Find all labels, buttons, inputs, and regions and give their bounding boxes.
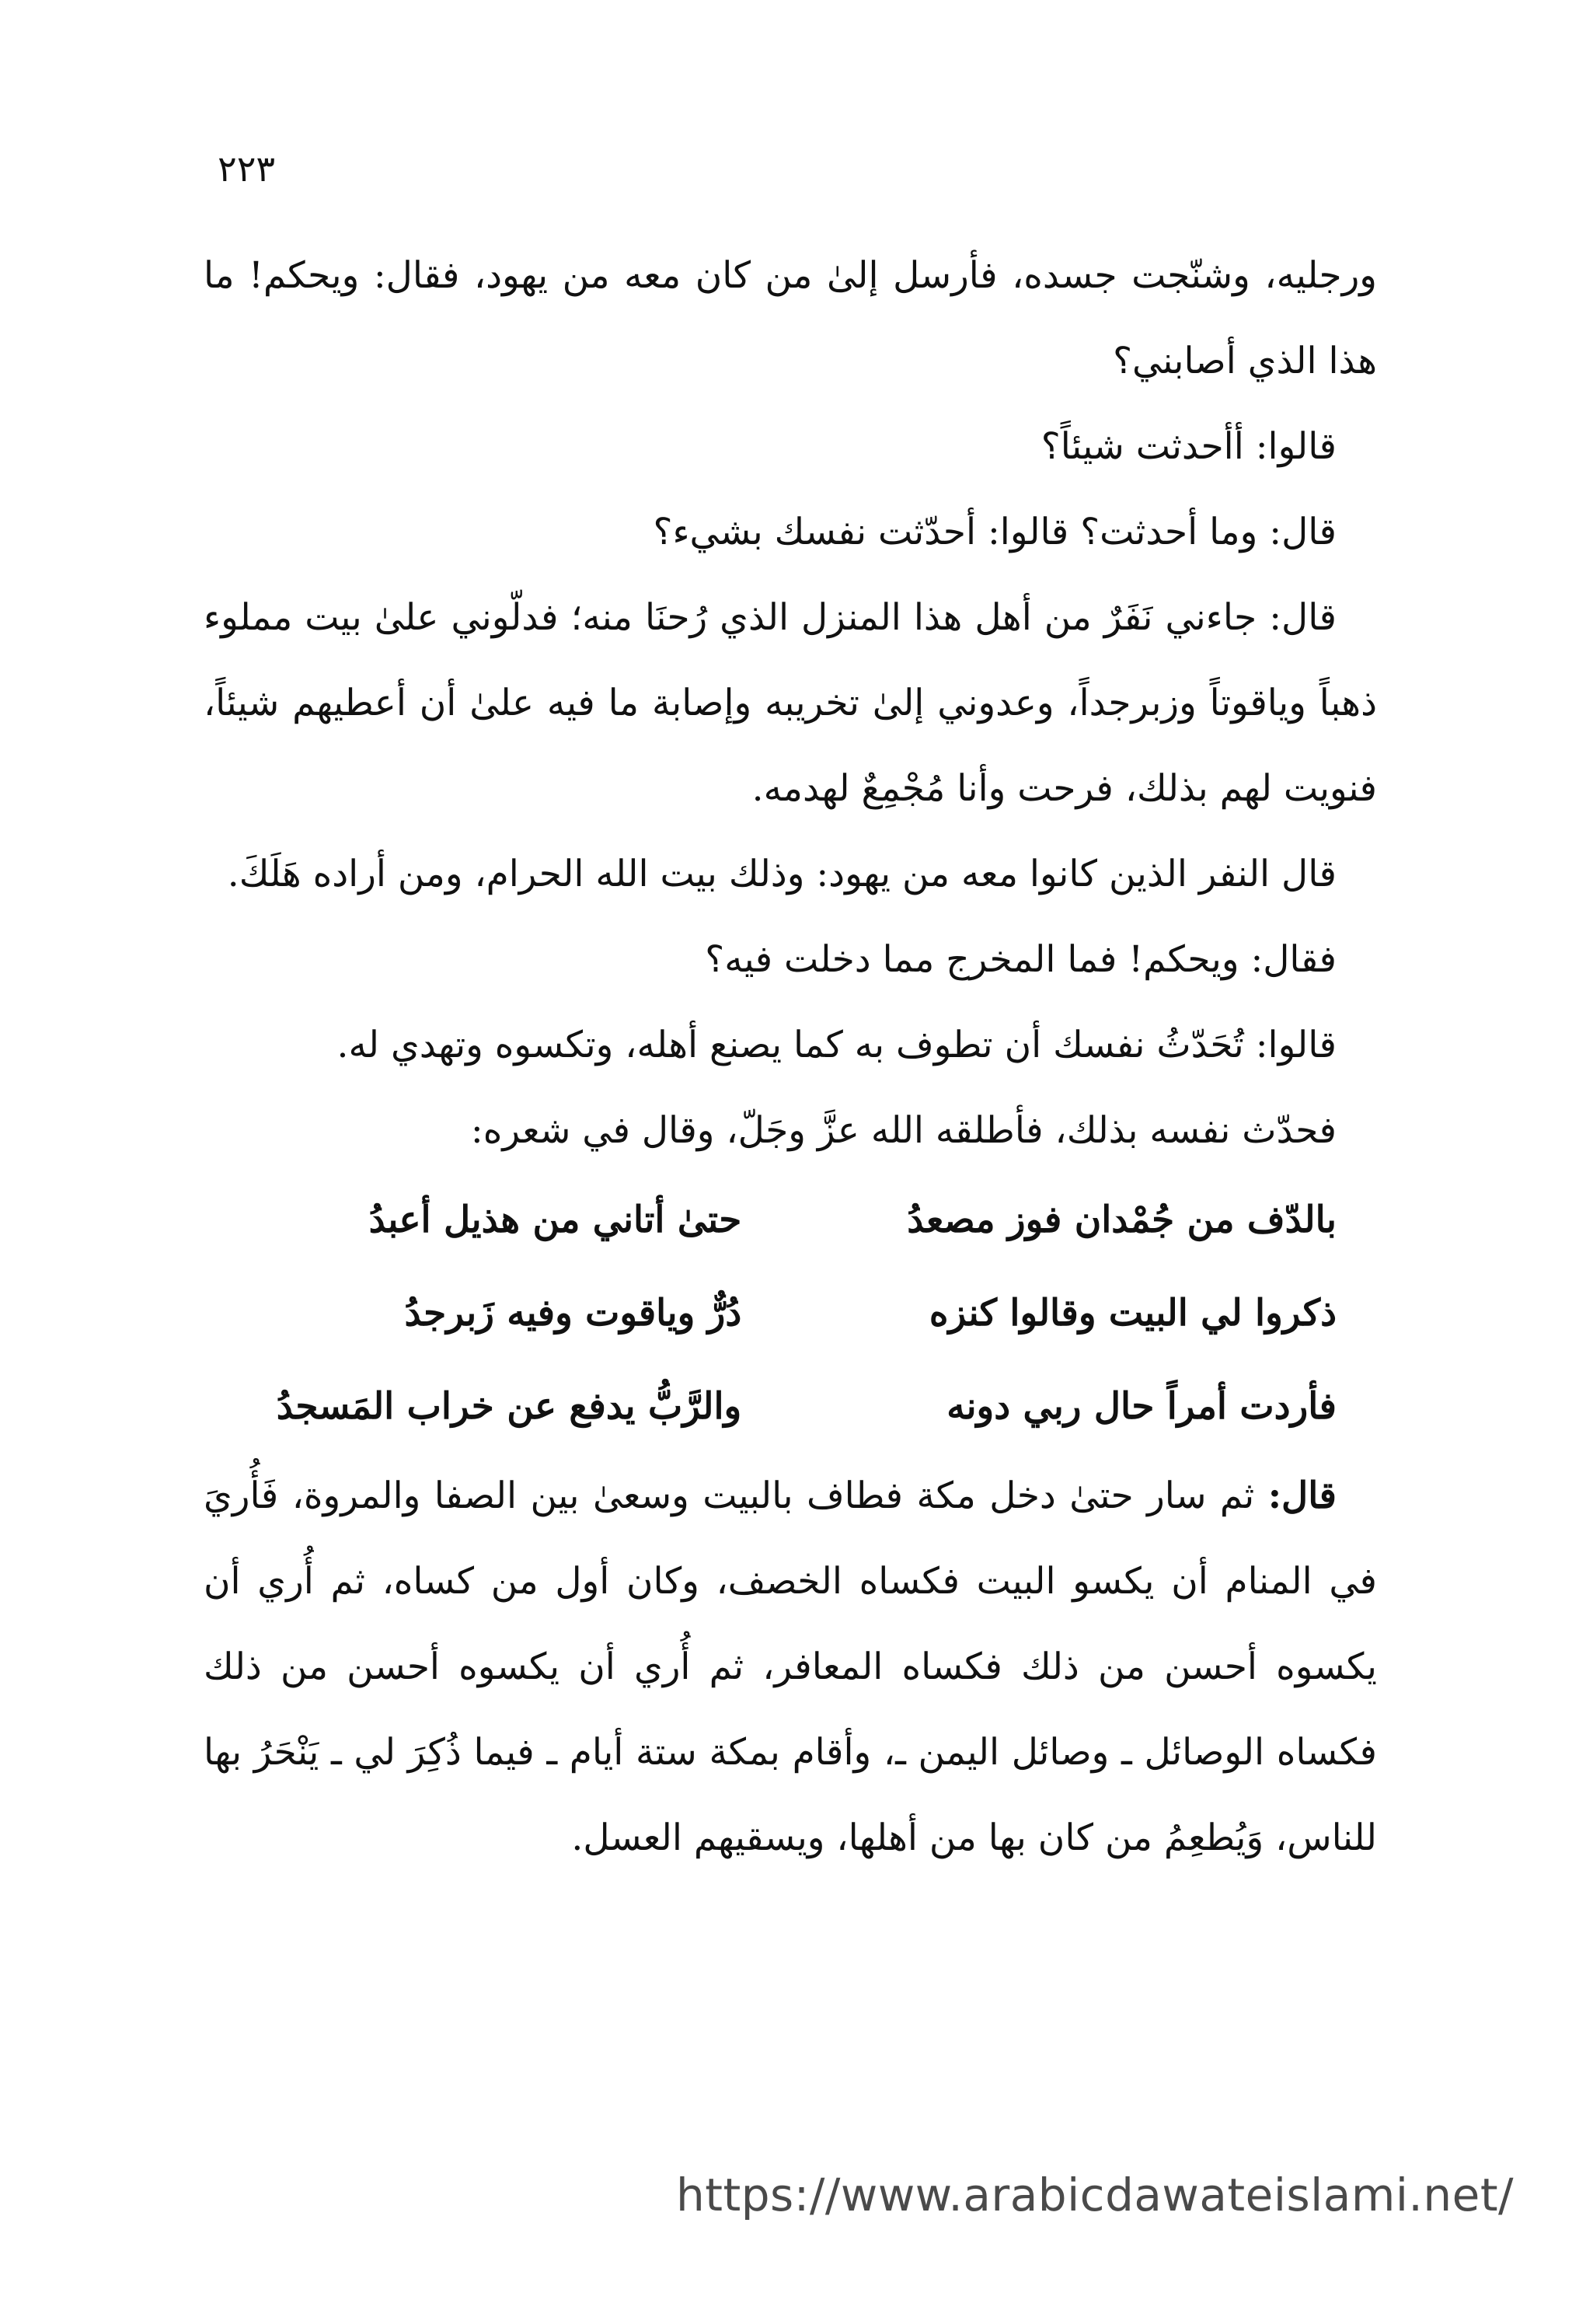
verse-3-second-hemistich: والرَّبُّ يدفع عن خراب المَسجدُ [276,1385,742,1428]
paragraph-9-text: ثم سار حتىٰ دخل مكة فطاف بالبيت وسعىٰ بين الصفا والمروة، فَأُريَ في المنام أن يكسو البيت فكساه الخصف، وكان أول من كساه، ثم أُري أن يكسوه أحسن من ذلك فكساه المعافر، ثم أُري أن يكسوه أحسن من ذلك فكساه الوصائل ـ وصائل اليمن ـ، وأقام بمكة ستة أيام ـ فيما ذُكِرَ لي ـ يَنْحَرُ بها للناس، وَيُطعِمُ من كان بها من أهلها، ويسقيهم العسل. [204,1474,1377,1859]
poem-verse-2 [204,1267,1377,1360]
watermark-url: https://www.arabicdawateislami.net/ [676,2169,1515,2221]
verse-1-first-hemistich: بالدّف من جُمْدان فوز مصعدُ [907,1199,1337,1241]
poem [204,1174,1377,1453]
paragraph-4: قال: جاءني نَفَرٌ من أهل هذا المنزل الذي رُحنَا منه؛ فدلّوني علىٰ بيت مملوء ذهباً وياقوتاً وزبرجداً، وعدوني إلىٰ تخريبه وإصابة ما فيه علىٰ أن أعطيهم شيئاً، فنويت لهم بذلك، فرحت وأنا مُجْمِعٌ لهدمه. [204,596,1377,810]
paragraph-5: قال النفر الذين كانوا معه من يهود: وذلك بيت الله الحرام، ومن أراده هَلَكَ. [227,853,1337,895]
paragraph-1: ورجليه، وشنّجت جسده، فأرسل إلىٰ من كان معه من يهود، فقال: ويحكم! ما هذا الذي أصابني؟ [204,254,1377,382]
paragraph-9 [204,1453,1377,1881]
verse-2-second-hemistich: دُرٌّ وياقوت وفيه زَبرجدُ [404,1292,742,1335]
paragraph-3: قال: وما أحدثت؟ قالوا: أحدّثت نفسك بشيء؟ [653,511,1337,553]
verse-3-first-hemistich: فأردت أمراً حال ربي دونه [946,1385,1337,1428]
poem-verse-3 [204,1360,1377,1453]
paragraph-6: فقال: ويحكم! فما المخرج مما دخلت فيه؟ [705,938,1337,981]
body-text [204,233,1377,1881]
verse-2-first-hemistich: ذكروا لي البيت وقالوا كنزه [929,1292,1337,1335]
paragraph-2: قالوا: أأحدثت شيئاً؟ [1041,425,1337,468]
poem-verse-1 [204,1174,1377,1267]
paragraph-8: فحدّث نفسه بذلك، فأطلقه الله عزَّ وجَلّ، وقال في شعره: [470,1109,1337,1152]
paragraph-7: قالوا: تُحَدّثُ نفسك أن تطوف به كما يصنع أهله، وتكسوه وتهدي له. [336,1024,1337,1066]
verse-1-second-hemistich: حتىٰ أتاني من هذيل أعبدُ [368,1199,742,1241]
page-number: ٢٢٣ [218,148,276,190]
paragraph-9-lead: قال: [1267,1474,1337,1517]
